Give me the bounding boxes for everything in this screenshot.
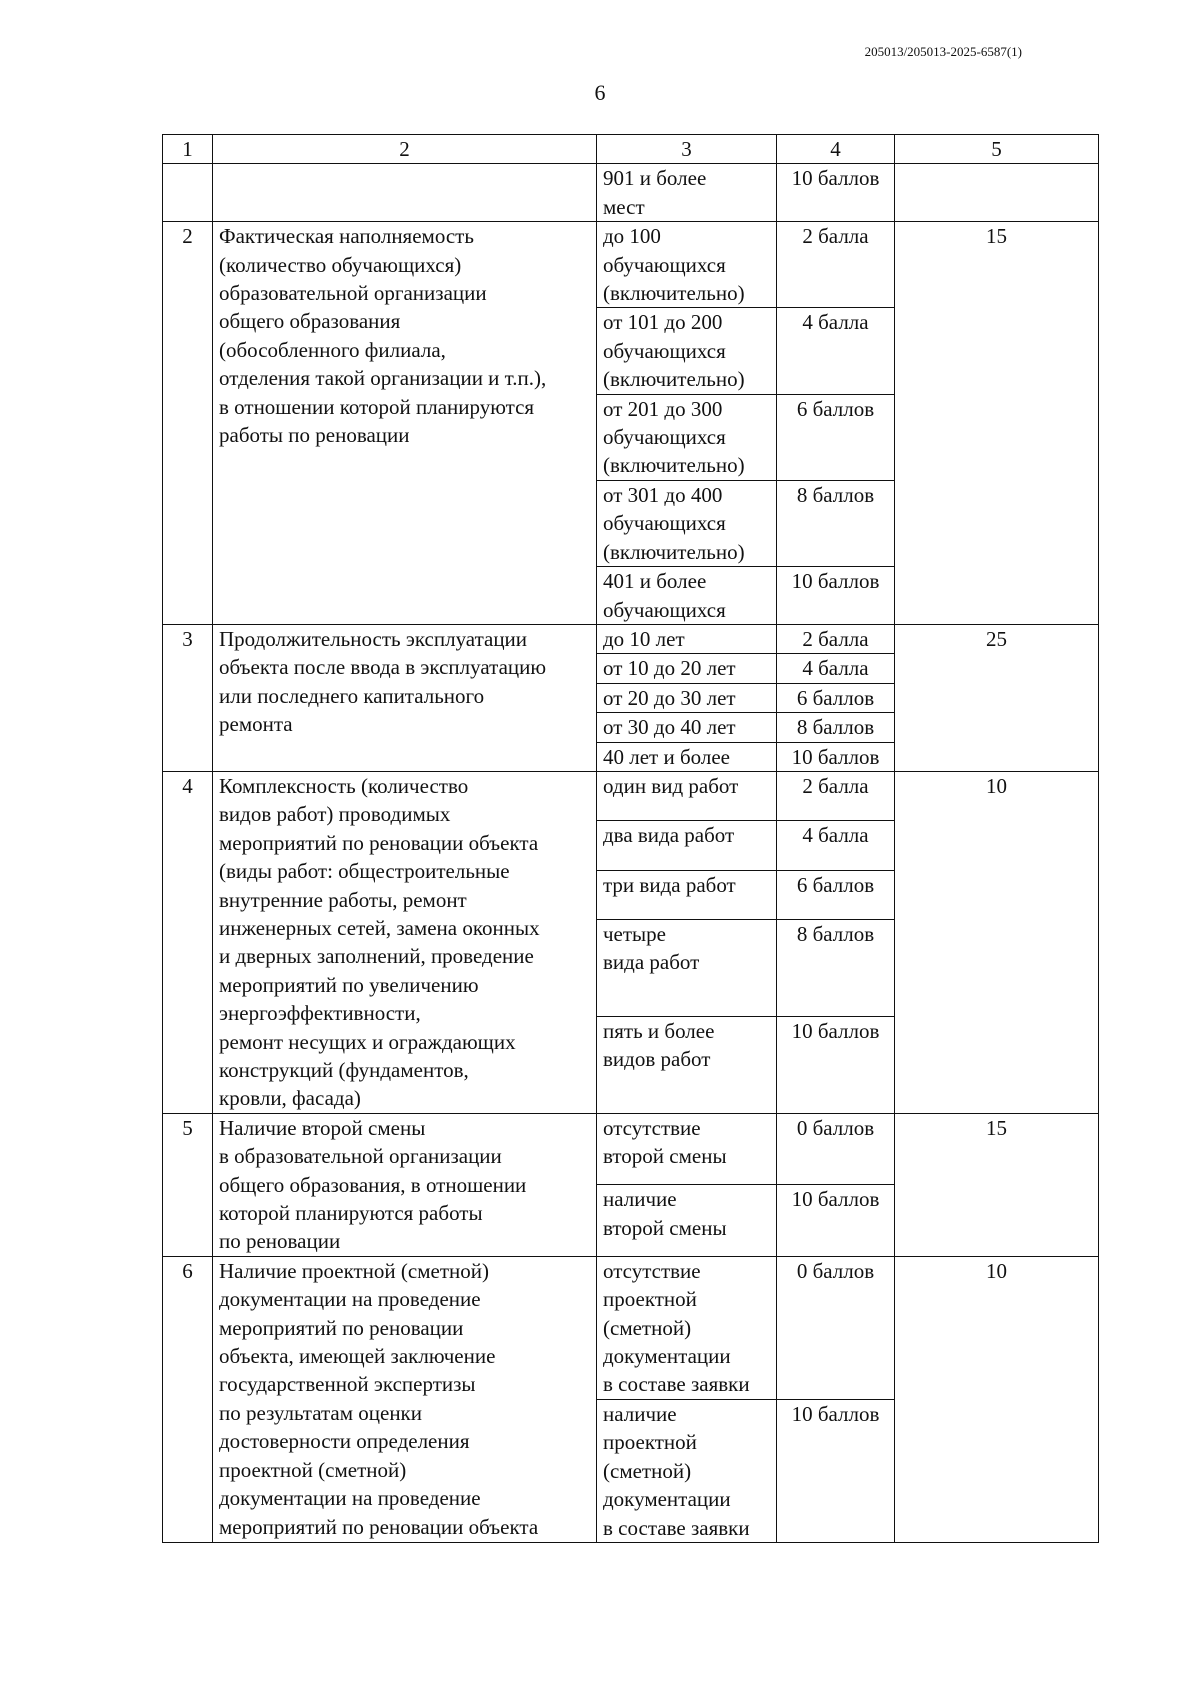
weight-cell: 15 <box>895 1113 1099 1256</box>
score-cell: 6 баллов <box>777 683 895 712</box>
header-row <box>163 135 1099 164</box>
condition-cell: три вида работ <box>597 870 777 919</box>
condition-cell: до 100 обучающихся (включительно) <box>597 222 777 308</box>
criterion-text: Комплексность (количество видов работ) проводимых мероприятий по реновации объекта (виды работ: общестроительные внутренние работы, ремонт инженерных сетей, замена оконных и дверных заполнений, проведение мероприятий по увеличению энергоэффективности, ремонт несущих и ограждающих конструкций (фундаментов, кровли, фасада) <box>213 771 597 1113</box>
condition-cell: 901 и более мест <box>597 164 777 222</box>
score-cell: 10 баллов <box>777 1185 895 1257</box>
empty-cell <box>163 164 213 222</box>
row-number: 6 <box>163 1256 213 1542</box>
criterion-text: Наличие второй смены в образовательной организации общего образования, в отношении которой планируются работы по реновации <box>213 1113 597 1256</box>
header-col-2: 2 <box>213 135 597 164</box>
criterion-row <box>163 222 1099 308</box>
criterion-text: Фактическая наполняемость (количество обучающихся) образовательной организации общего образования (обособленного филиала, отделения такой организации и т.п.), в отношении которой планируются работы по реновации <box>213 222 597 625</box>
score-cell: 4 балла <box>777 308 895 394</box>
weight-cell: 10 <box>895 1256 1099 1542</box>
criterion-row <box>163 1113 1099 1185</box>
score-cell: 6 баллов <box>777 870 895 919</box>
condition-cell: от 101 до 200 обучающихся (включительно) <box>597 308 777 394</box>
score-cell: 2 балла <box>777 624 895 653</box>
score-cell: 4 балла <box>777 654 895 683</box>
score-cell: 10 баллов <box>777 567 895 625</box>
condition-cell: до 10 лет <box>597 624 777 653</box>
criteria-table <box>162 134 1099 1543</box>
condition-cell: наличие второй смены <box>597 1185 777 1257</box>
header-col-4: 4 <box>777 135 895 164</box>
row-number: 4 <box>163 771 213 1113</box>
weight-cell: 15 <box>895 222 1099 625</box>
score-cell: 4 балла <box>777 821 895 870</box>
page-number: 6 <box>594 80 606 105</box>
score-cell: 8 баллов <box>777 713 895 742</box>
condition-cell: два вида работ <box>597 821 777 870</box>
score-cell: 6 баллов <box>777 394 895 480</box>
row-number: 5 <box>163 1113 213 1256</box>
score-cell: 8 баллов <box>777 919 895 1016</box>
empty-cell <box>213 164 597 222</box>
weight-cell: 25 <box>895 624 1099 771</box>
header-col-5: 5 <box>895 135 1099 164</box>
row-number: 2 <box>163 222 213 625</box>
condition-cell: от 30 до 40 лет <box>597 713 777 742</box>
criterion-text: Наличие проектной (сметной) документации на проведение мероприятий по реновации объекта, имеющей заключение государственной экспертизы по результатам оценки достоверности определения проектной (сметной) документации на проведение мероприятий по реновации объекта <box>213 1256 597 1542</box>
score-cell: 10 баллов <box>777 164 895 222</box>
condition-cell: один вид работ <box>597 771 777 820</box>
score-cell: 10 баллов <box>777 742 895 771</box>
condition-cell: четыре вида работ <box>597 919 777 1016</box>
condition-cell: наличие проектной (сметной) документации в составе заявки <box>597 1399 777 1542</box>
continuation-row <box>163 164 1099 222</box>
condition-cell: 401 и более обучающихся <box>597 567 777 625</box>
score-cell: 10 баллов <box>777 1016 895 1113</box>
condition-cell: отсутствие проектной (сметной) документации в составе заявки <box>597 1256 777 1399</box>
criterion-row <box>163 624 1099 653</box>
condition-cell: от 10 до 20 лет <box>597 654 777 683</box>
score-cell: 2 балла <box>777 771 895 820</box>
condition-cell: 40 лет и более <box>597 742 777 771</box>
header-col-3: 3 <box>597 135 777 164</box>
condition-cell: отсутствие второй смены <box>597 1113 777 1185</box>
score-cell: 0 баллов <box>777 1256 895 1399</box>
criterion-text: Продолжительность эксплуатации объекта после ввода в эксплуатацию или последнего капитального ремонта <box>213 624 597 771</box>
condition-cell: пять и более видов работ <box>597 1016 777 1113</box>
condition-cell: от 201 до 300 обучающихся (включительно) <box>597 394 777 480</box>
condition-cell: от 20 до 30 лет <box>597 683 777 712</box>
score-cell: 0 баллов <box>777 1113 895 1185</box>
criterion-row <box>163 771 1099 820</box>
empty-cell <box>895 164 1099 222</box>
score-cell: 2 балла <box>777 222 895 308</box>
header-col-1: 1 <box>163 135 213 164</box>
score-cell: 8 баллов <box>777 480 895 566</box>
condition-cell: от 301 до 400 обучающихся (включительно) <box>597 480 777 566</box>
criterion-row <box>163 1256 1099 1399</box>
document-number: 205013/205013-2025-6587(1) <box>864 44 1022 59</box>
weight-cell: 10 <box>895 771 1099 1113</box>
score-cell: 10 баллов <box>777 1399 895 1542</box>
row-number: 3 <box>163 624 213 771</box>
